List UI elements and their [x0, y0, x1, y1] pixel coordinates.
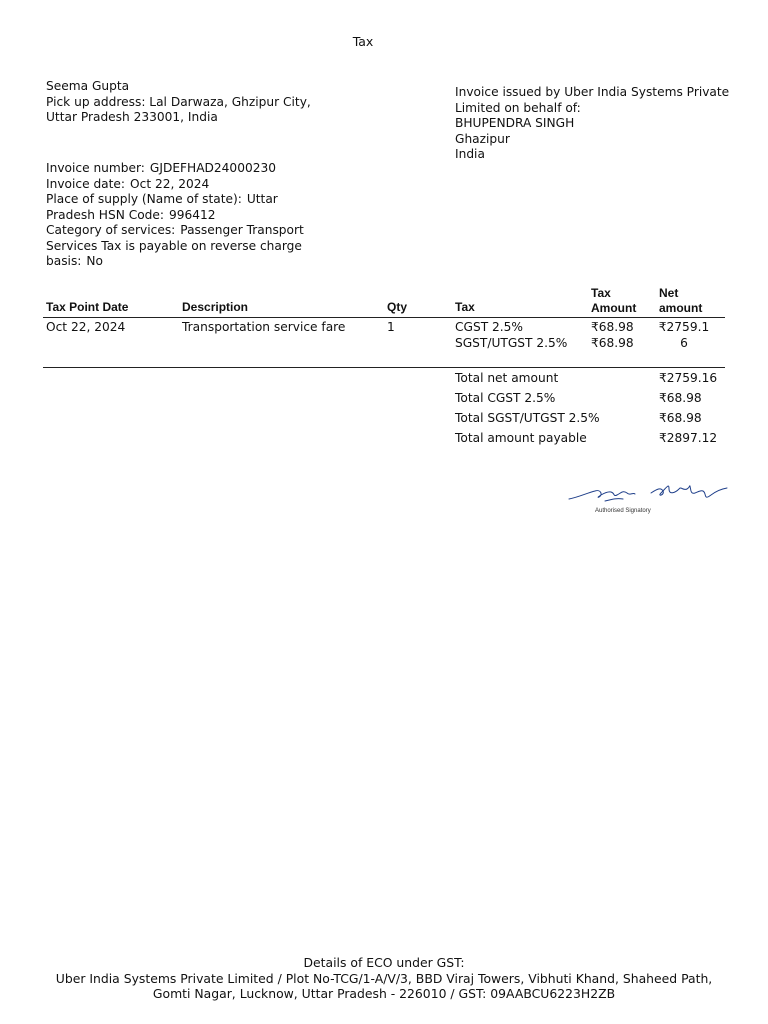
issuer-block	[455, 85, 745, 163]
pickup-address-line-1: Pick up address: Lal Darwaza, Ghzipur City,	[46, 94, 311, 109]
total-cgst-row	[455, 388, 725, 408]
header-tax-amount-line-2: Amount	[591, 300, 637, 315]
total-cgst-value: ₹68.98	[659, 391, 702, 405]
total-payable-value: ₹2897.12	[659, 431, 718, 445]
header-description: Description	[182, 300, 249, 314]
invoice-date-row	[46, 177, 316, 193]
category-row	[46, 223, 316, 239]
row-tax-cgst: CGST 2.5%	[455, 320, 523, 334]
signature-label: Authorised Signatory	[595, 508, 651, 514]
footer-address-line-1: Uber India Systems Private Limited / Plot No-TCG/1-A/V/3, BBD Viraj Towers, Vibhuti Khand, Shaheed Path,	[55, 970, 713, 986]
driver-name: BHUPENDRA SINGH	[455, 116, 575, 130]
row-tax-types	[455, 320, 567, 351]
header-tax-point-date: Tax Point Date	[46, 300, 129, 314]
row-net-amount: ₹2759.16	[658, 320, 710, 350]
table-header-divider	[43, 317, 725, 318]
category-value: Passenger Transport	[180, 223, 304, 237]
pickup-address-line-2: Uttar Pradesh 233001, India	[46, 110, 218, 124]
issuer-line-1: Invoice issued by Uber India Systems Private	[455, 85, 730, 99]
hsn-code: 996412	[169, 207, 216, 222]
header-qty: Qty	[387, 300, 408, 314]
place-of-supply-label: Place of supply (Name of state):	[46, 192, 242, 206]
invoice-number: GJDEFHAD24000230	[149, 161, 276, 175]
row-qty: 1	[387, 320, 395, 334]
row-tax-sgst: SGST/UTGST 2.5%	[455, 335, 568, 350]
row-tax-amount-cgst: ₹68.98	[591, 320, 634, 334]
issuer-line-2: Limited on behalf of:	[455, 100, 581, 115]
hsn-code-label: Pradesh HSN Code:	[46, 207, 164, 222]
header-net-amount-line-1: Net	[659, 286, 679, 300]
header-tax: Tax	[455, 300, 475, 314]
total-sgst-value: ₹68.98	[659, 411, 702, 425]
row-tax-amounts	[591, 320, 651, 351]
totals-block	[455, 368, 725, 448]
reverse-charge-value: No	[86, 254, 103, 268]
row-tax-amount-sgst: ₹68.98	[591, 335, 634, 350]
document-title: Tax	[352, 34, 374, 49]
category-label: Category of services:	[46, 223, 176, 237]
total-sgst-label: Total SGST/UTGST 2.5%	[455, 411, 600, 425]
row-description: Transportation service fare	[182, 320, 346, 334]
header-tax-amount-line-1: Tax	[591, 286, 611, 300]
total-payable-label: Total amount payable	[455, 431, 587, 445]
reverse-charge-row	[46, 254, 316, 270]
customer-block	[46, 79, 336, 126]
total-net-row	[455, 368, 725, 388]
row-date: Oct 22, 2024	[46, 320, 126, 334]
footer-address-line-2: Gomti Nagar, Lucknow, Uttar Pradesh - 226010 / GST: 09AABCU6223H2ZB	[152, 986, 616, 1001]
header-net-amount	[659, 286, 702, 315]
total-sgst-row	[455, 408, 725, 428]
place-of-supply-value: Uttar	[246, 192, 278, 206]
reverse-charge-text: Services Tax is payable on reverse charge	[46, 238, 302, 253]
invoice-date: Oct 22, 2024	[130, 176, 210, 191]
driver-city: Ghazipur	[455, 131, 510, 146]
signature-block	[565, 477, 730, 521]
footer-eco-details	[0, 955, 768, 1002]
reverse-charge-label: basis:	[46, 254, 82, 268]
header-tax-amount	[591, 286, 636, 315]
customer-name: Seema Gupta	[46, 79, 130, 93]
footer-heading: Details of ECO under GST:	[303, 955, 465, 970]
total-net-label: Total net amount	[455, 371, 559, 385]
invoice-number-row	[46, 161, 316, 177]
place-of-supply-row	[46, 192, 316, 208]
driver-country: India	[455, 147, 485, 161]
total-net-value: ₹2759.16	[659, 371, 718, 385]
invoice-date-label: Invoice date:	[46, 176, 126, 191]
hsn-code-row	[46, 208, 316, 224]
total-cgst-label: Total CGST 2.5%	[455, 391, 556, 405]
total-payable-row	[455, 428, 725, 448]
header-net-amount-line-2: amount	[659, 300, 703, 315]
invoice-number-label: Invoice number:	[46, 161, 145, 175]
invoice-meta	[46, 161, 316, 270]
signature-scribble	[565, 477, 730, 507]
